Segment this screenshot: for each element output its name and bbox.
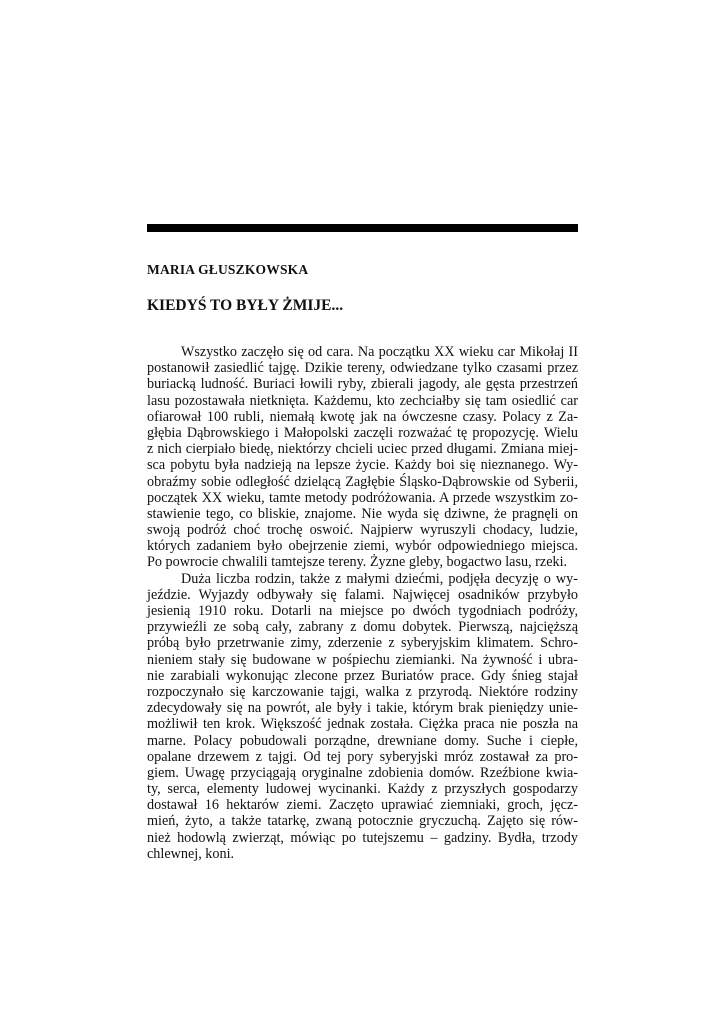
- text-line: stawienie tego, co bliskie, znajome. Nie wyda się dziwne, że pragnęli on: [147, 505, 578, 522]
- paragraph: [147, 571, 578, 862]
- text-line: swoją podróż choć trochę oswoić. Najpierw wyruszyli chodacy, ludzie,: [147, 522, 578, 539]
- text-line: jesienią 1910 roku. Dotarli na miejsce po dwóch tygodniach podróży,: [147, 603, 578, 619]
- text-line: których zadaniem było obejrzenie ziemi, wybór odpowiedniego miejsca.: [147, 538, 578, 555]
- text-line: głębia Dąbrowskiego i Małopolski zaczęli rozważać tę propozycję. Wielu: [147, 424, 578, 441]
- text-line: Wszystko zaczęło się od cara. Na początku XX wieku car Mikołaj II: [181, 344, 578, 360]
- text-line: próbą było przetrwanie zimy, zderzenie z syberyjskim klimatem. Schro-: [147, 635, 578, 652]
- header-rule: [147, 224, 578, 232]
- text-line: Duża liczba rodzin, także z małymi dziećmi, podjęła decyzję o wy-: [181, 570, 578, 587]
- text-line: ty, serca, elementy ludowej wycinanki. Każdy z przyszłych gospodarzy: [147, 781, 578, 798]
- article-body: [147, 344, 578, 862]
- text-line: ofiarował 100 rubli, niemałą kwotę jak na ówczesne czasy. Polacy z Za-: [147, 408, 578, 425]
- text-line: sca pobytu była nadzieją na lepsze życie. Każdy boi się nieznanego. Wy-: [147, 457, 578, 474]
- article-title: KIEDYŚ TO BYŁY ŻMIJE...: [147, 297, 344, 314]
- text-line: opalane drzewem z tajgi. Od tej pory syberyjski mróz zostawał za pro-: [147, 748, 578, 765]
- text-line: buriacką ludność. Buriaci łowili ryby, zbierali jagody, ale gęsta przestrzeń: [147, 376, 578, 393]
- text-line: chlewnej, koni.: [147, 845, 235, 862]
- text-line: z nich cierpiało biedę, niektórzy chcieli uciec przed długami. Zmiana miej-: [147, 441, 578, 458]
- text-line: przywieźli ze sobą cały, zabrany z domu dobytek. Pierwszą, najcięższą: [147, 619, 578, 636]
- text-line: możliwił ten krok. Większość jednak została. Ciężka praca nie poszła na: [147, 716, 578, 733]
- author-name: MARIA GŁUSZKOWSKA: [147, 262, 309, 277]
- text-line: jeździe. Wyjazdy odbywały się falami. Najwięcej osadników przybyło: [147, 586, 578, 603]
- text-line: dostawał 16 hektarów ziemi. Zaczęto uprawiać ziemniaki, groch, jęcz-: [147, 797, 578, 814]
- text-line: rozpoczynało się karczowanie tajgi, walka z przyrodą. Niektóre rodziny: [147, 683, 578, 700]
- text-line: giem. Uwagę przyciągają oryginalne zdobienia domów. Rzeźbione kwia-: [147, 764, 578, 781]
- text-line: początek XX wieku, tamte metody podróżowania. A przede wszystkim zo-: [147, 489, 578, 506]
- text-line: nież hodowlą zwierząt, mówiąc po tutejszemu – gadziny. Bydła, trzody: [147, 829, 578, 846]
- text-line: zdecydowały się na powrót, ale były i takie, którym brak pieniędzy unie-: [147, 700, 578, 717]
- text-line: lasu pozostawała nietknięta. Każdemu, kto zechciałby się tam osiedlić car: [147, 392, 578, 409]
- text-line: nie zarabiali wykonując zlecone przez Buriatów prace. Gdy śnieg stajał: [147, 667, 578, 684]
- text-line: Po powrocie chwalili tamtejsze tereny. Żyzne gleby, bogactwo lasu, rzeki.: [147, 554, 568, 571]
- text-line: mień, żyto, a także tatarkę, zwaną potocznie gryczuchą. Zajęto się rów-: [147, 813, 578, 830]
- text-line: nieniem stały się budowane w pośpiechu ziemianki. Na żywność i ubra-: [147, 651, 578, 668]
- paragraph: [147, 344, 578, 571]
- text-line: obraźmy sobie odległość dzielącą Zagłębie Śląsko-Dąbrowskie od Syberii,: [147, 473, 578, 490]
- text-line: marne. Polacy pobudowali porządne, drewniane domy. Suche i ciepłe,: [147, 732, 578, 749]
- text-line: postanowił zasiedlić tajgę. Dzikie tereny, odwiedzane tylko czasami przez: [147, 360, 578, 377]
